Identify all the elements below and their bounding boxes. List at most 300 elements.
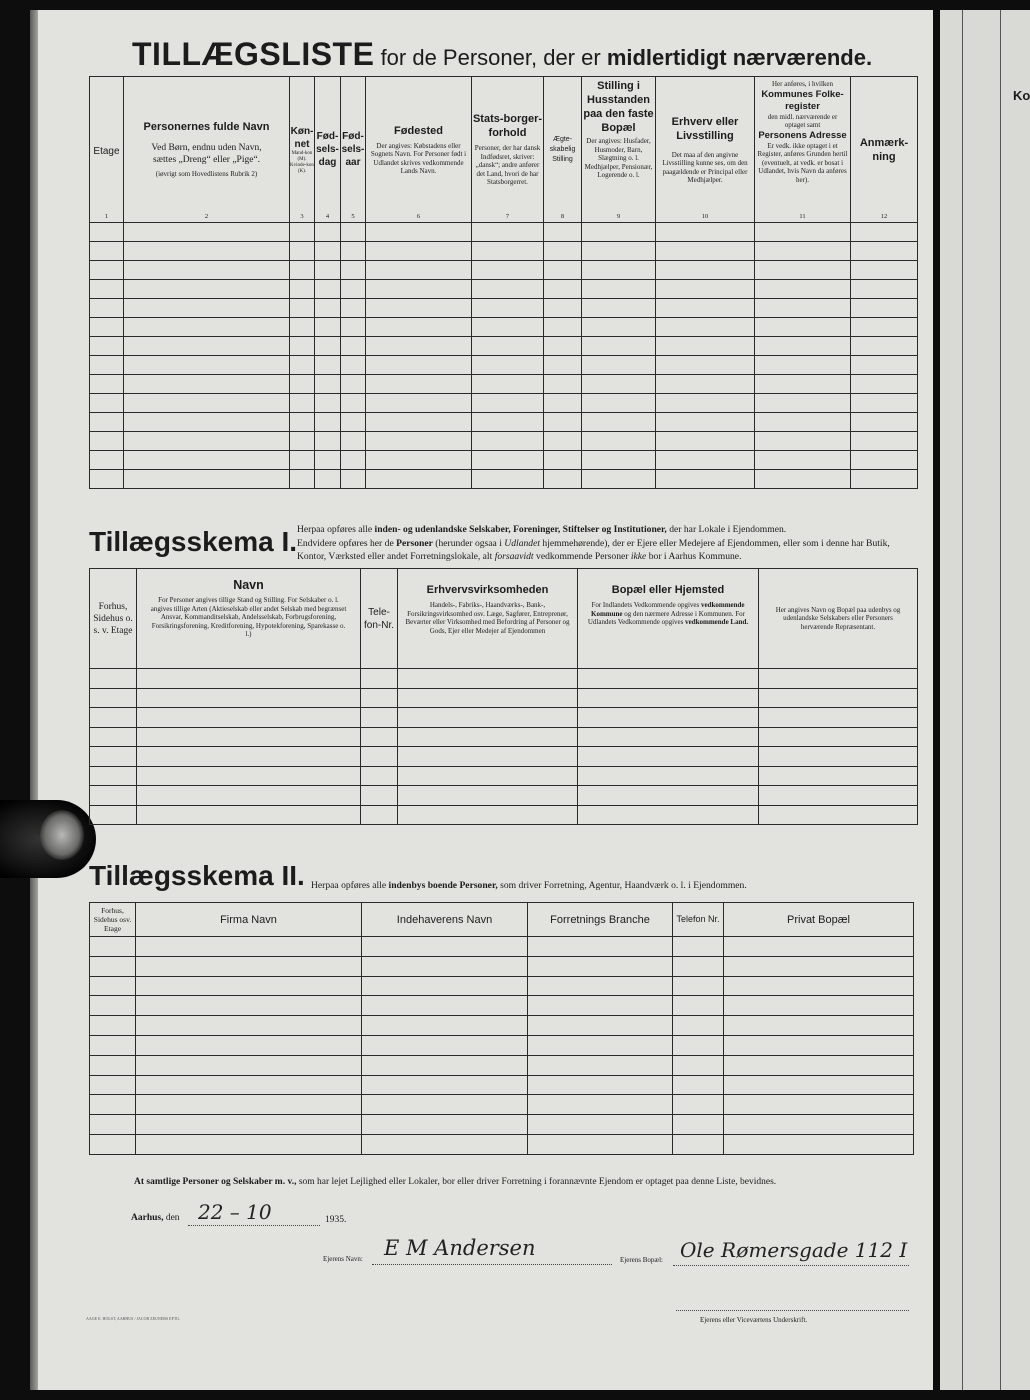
table-cell[interactable] xyxy=(90,708,137,728)
table-cell[interactable] xyxy=(544,356,582,375)
table-cell[interactable] xyxy=(290,261,315,280)
table-cell[interactable] xyxy=(124,337,290,356)
table-cell[interactable] xyxy=(472,223,544,242)
table-cell[interactable] xyxy=(582,242,656,261)
table-row xyxy=(90,1055,914,1075)
table-cell[interactable] xyxy=(673,1016,724,1036)
table-cell[interactable] xyxy=(582,451,656,470)
table-cell[interactable] xyxy=(341,280,366,299)
table-cell[interactable] xyxy=(124,261,290,280)
table-cell[interactable] xyxy=(136,1115,362,1135)
table-cell[interactable] xyxy=(90,375,124,394)
table-cell[interactable] xyxy=(673,996,724,1016)
table-cell[interactable] xyxy=(90,1016,136,1036)
table-cell[interactable] xyxy=(137,669,361,689)
table-cell[interactable] xyxy=(362,1075,528,1095)
table-cell[interactable] xyxy=(362,1095,528,1115)
table-cell[interactable] xyxy=(528,1075,673,1095)
table-cell[interactable] xyxy=(544,470,582,489)
table-cell[interactable] xyxy=(362,1016,528,1036)
table-cell[interactable] xyxy=(582,470,656,489)
table-cell[interactable] xyxy=(472,470,544,489)
table-cell[interactable] xyxy=(472,356,544,375)
table-cell[interactable] xyxy=(578,669,759,689)
table-cell[interactable] xyxy=(361,766,398,786)
table-cell[interactable] xyxy=(90,1095,136,1115)
table-cell[interactable] xyxy=(361,688,398,708)
table-cell[interactable] xyxy=(544,451,582,470)
table-cell[interactable] xyxy=(724,1035,914,1055)
table-cell[interactable] xyxy=(673,937,724,957)
table-cell[interactable] xyxy=(361,708,398,728)
table-row xyxy=(90,688,918,708)
table-cell[interactable] xyxy=(366,280,472,299)
table-cell[interactable] xyxy=(673,1134,724,1154)
table-cell[interactable] xyxy=(528,1134,673,1154)
table-cell[interactable] xyxy=(582,413,656,432)
table-cell[interactable] xyxy=(656,261,755,280)
table-cell[interactable] xyxy=(124,280,290,299)
table-cell[interactable] xyxy=(544,432,582,451)
table-cell[interactable] xyxy=(398,805,578,825)
place-label: Aarhus, den xyxy=(131,1213,180,1223)
table-cell[interactable] xyxy=(341,242,366,261)
table-cell[interactable] xyxy=(90,394,124,413)
table-cell[interactable] xyxy=(90,223,124,242)
table-cell[interactable] xyxy=(724,1075,914,1095)
table-cell[interactable] xyxy=(656,223,755,242)
table-cell[interactable] xyxy=(755,356,851,375)
table-cell[interactable] xyxy=(544,299,582,318)
table-cell[interactable] xyxy=(90,432,124,451)
table-cell[interactable] xyxy=(315,451,341,470)
table-cell[interactable] xyxy=(341,413,366,432)
table-cell[interactable] xyxy=(137,786,361,806)
col-anmaerkning: Anmærk-ning 12 xyxy=(851,77,918,223)
table-cell[interactable] xyxy=(124,356,290,375)
table-cell[interactable] xyxy=(528,1055,673,1075)
table-cell[interactable] xyxy=(366,413,472,432)
table-cell[interactable] xyxy=(90,996,136,1016)
table-cell[interactable] xyxy=(578,747,759,767)
table-cell[interactable] xyxy=(361,669,398,689)
table-cell[interactable] xyxy=(755,375,851,394)
table-cell[interactable] xyxy=(724,1115,914,1135)
table-cell[interactable] xyxy=(759,786,918,806)
table-cell[interactable] xyxy=(90,261,124,280)
table-cell[interactable] xyxy=(544,394,582,413)
table-cell[interactable] xyxy=(290,242,315,261)
table-cell[interactable] xyxy=(544,223,582,242)
table-cell[interactable] xyxy=(673,1115,724,1135)
table-cell[interactable] xyxy=(315,242,341,261)
table-cell[interactable] xyxy=(90,766,137,786)
table-cell[interactable] xyxy=(472,394,544,413)
table-cell[interactable] xyxy=(124,299,290,318)
table-cell[interactable] xyxy=(656,242,755,261)
table-cell[interactable] xyxy=(315,261,341,280)
table-cell[interactable] xyxy=(724,1055,914,1075)
table-cell[interactable] xyxy=(90,413,124,432)
table-cell[interactable] xyxy=(724,1134,914,1154)
table-cell[interactable] xyxy=(724,956,914,976)
table-cell[interactable] xyxy=(851,432,918,451)
table-cell[interactable] xyxy=(755,261,851,280)
table-cell[interactable] xyxy=(290,318,315,337)
table-cell[interactable] xyxy=(362,1035,528,1055)
skema-1-header-row xyxy=(90,569,918,669)
table-cell[interactable] xyxy=(290,299,315,318)
table-cell[interactable] xyxy=(759,727,918,747)
table-cell[interactable] xyxy=(398,727,578,747)
table-cell[interactable] xyxy=(578,727,759,747)
table-cell[interactable] xyxy=(341,451,366,470)
table-cell[interactable] xyxy=(755,299,851,318)
table-cell[interactable] xyxy=(656,356,755,375)
table-cell[interactable] xyxy=(582,261,656,280)
table-cell[interactable] xyxy=(90,1055,136,1075)
table-cell[interactable] xyxy=(366,432,472,451)
table-cell[interactable] xyxy=(315,318,341,337)
table-cell[interactable] xyxy=(124,470,290,489)
table-cell[interactable] xyxy=(90,956,136,976)
table-row xyxy=(90,669,918,689)
table-cell[interactable] xyxy=(366,223,472,242)
table-cell[interactable] xyxy=(290,375,315,394)
table-cell[interactable] xyxy=(724,1016,914,1036)
table-cell[interactable] xyxy=(528,1115,673,1135)
table-cell[interactable] xyxy=(90,747,137,767)
table-cell[interactable] xyxy=(362,937,528,957)
table-cell[interactable] xyxy=(755,470,851,489)
table-cell[interactable] xyxy=(544,337,582,356)
table-cell[interactable] xyxy=(362,976,528,996)
table-cell[interactable] xyxy=(124,223,290,242)
table-cell[interactable] xyxy=(90,1035,136,1055)
table-cell[interactable] xyxy=(290,280,315,299)
col-foedselsdag: Fød-sels-dag 4 xyxy=(315,77,341,223)
col-foedested: Fødested Der angives: Købstadens eller Sognets Navn. For Personer født i Udlandet skrives vedkommende Lands Navn. 6 xyxy=(366,77,472,223)
table-cell[interactable] xyxy=(582,223,656,242)
table-cell[interactable] xyxy=(528,956,673,976)
table-cell[interactable] xyxy=(315,337,341,356)
signature-label: Ejerens eller Viceværtens Underskrift. xyxy=(700,1316,808,1324)
table-cell[interactable] xyxy=(136,1016,362,1036)
table-cell[interactable] xyxy=(341,356,366,375)
table-cell[interactable] xyxy=(90,688,137,708)
table-cell[interactable] xyxy=(361,805,398,825)
table-cell[interactable] xyxy=(90,1115,136,1135)
table-cell[interactable] xyxy=(673,1075,724,1095)
table-cell[interactable] xyxy=(851,451,918,470)
table-cell[interactable] xyxy=(366,337,472,356)
table-cell[interactable] xyxy=(582,337,656,356)
table-cell[interactable] xyxy=(673,1035,724,1055)
table-cell[interactable] xyxy=(362,1134,528,1154)
table-cell[interactable] xyxy=(90,299,124,318)
table-cell[interactable] xyxy=(290,337,315,356)
table-cell[interactable] xyxy=(528,976,673,996)
table-row xyxy=(90,956,914,976)
table-cell[interactable] xyxy=(851,299,918,318)
table-cell[interactable] xyxy=(361,727,398,747)
owner-name-label: Ejerens Navn: xyxy=(323,1255,363,1263)
table-cell[interactable] xyxy=(755,394,851,413)
table-cell[interactable] xyxy=(724,937,914,957)
table-cell[interactable] xyxy=(124,375,290,394)
table-cell[interactable] xyxy=(290,223,315,242)
table-cell[interactable] xyxy=(136,956,362,976)
table-cell[interactable] xyxy=(90,470,124,489)
table-cell[interactable] xyxy=(366,242,472,261)
table-cell[interactable] xyxy=(90,356,124,375)
table-cell[interactable] xyxy=(578,766,759,786)
table-cell[interactable] xyxy=(136,976,362,996)
table-cell[interactable] xyxy=(315,394,341,413)
table-cell[interactable] xyxy=(656,318,755,337)
table-cell[interactable] xyxy=(290,394,315,413)
table-cell[interactable] xyxy=(755,432,851,451)
table-cell[interactable] xyxy=(472,261,544,280)
table-cell[interactable] xyxy=(124,242,290,261)
table-cell[interactable] xyxy=(851,242,918,261)
table-cell[interactable] xyxy=(578,708,759,728)
table-cell[interactable] xyxy=(366,318,472,337)
table-cell[interactable] xyxy=(90,1075,136,1095)
table-cell[interactable] xyxy=(398,669,578,689)
table-cell[interactable] xyxy=(544,375,582,394)
table-cell[interactable] xyxy=(528,1095,673,1115)
table-cell[interactable] xyxy=(137,708,361,728)
table-cell[interactable] xyxy=(90,451,124,470)
table-cell[interactable] xyxy=(528,1035,673,1055)
table-cell[interactable] xyxy=(341,223,366,242)
table-cell[interactable] xyxy=(578,786,759,806)
table-cell[interactable] xyxy=(582,318,656,337)
table-cell[interactable] xyxy=(290,451,315,470)
table-cell[interactable] xyxy=(656,432,755,451)
table-cell[interactable] xyxy=(656,375,755,394)
table-cell[interactable] xyxy=(137,747,361,767)
skema-2-rows xyxy=(90,937,914,1155)
col-privat-bopael: Privat Bopæl xyxy=(724,903,914,937)
table-cell[interactable] xyxy=(315,280,341,299)
table-cell[interactable] xyxy=(759,688,918,708)
table-cell[interactable] xyxy=(398,708,578,728)
table-cell[interactable] xyxy=(656,451,755,470)
table-cell[interactable] xyxy=(472,280,544,299)
table-cell[interactable] xyxy=(755,413,851,432)
table-cell[interactable] xyxy=(341,299,366,318)
table-cell[interactable] xyxy=(582,432,656,451)
table-cell[interactable] xyxy=(851,318,918,337)
table-cell[interactable] xyxy=(124,451,290,470)
table-cell[interactable] xyxy=(366,470,472,489)
table-cell[interactable] xyxy=(544,413,582,432)
table-cell[interactable] xyxy=(759,708,918,728)
table-cell[interactable] xyxy=(472,318,544,337)
table-cell[interactable] xyxy=(366,451,472,470)
table-cell[interactable] xyxy=(366,299,472,318)
table-cell[interactable] xyxy=(472,299,544,318)
table-cell[interactable] xyxy=(544,261,582,280)
table-cell[interactable] xyxy=(544,280,582,299)
table-cell[interactable] xyxy=(398,688,578,708)
table-cell[interactable] xyxy=(851,470,918,489)
table-cell[interactable] xyxy=(315,470,341,489)
table-cell[interactable] xyxy=(90,337,124,356)
table-cell[interactable] xyxy=(656,280,755,299)
table-cell[interactable] xyxy=(315,223,341,242)
table-cell[interactable] xyxy=(90,669,137,689)
table-cell[interactable] xyxy=(361,747,398,767)
table-cell[interactable] xyxy=(673,1095,724,1115)
table-cell[interactable] xyxy=(366,375,472,394)
table-cell[interactable] xyxy=(90,937,136,957)
table-cell[interactable] xyxy=(137,727,361,747)
table-cell[interactable] xyxy=(341,318,366,337)
table-cell[interactable] xyxy=(90,1134,136,1154)
table-cell[interactable] xyxy=(472,375,544,394)
table-cell[interactable] xyxy=(851,261,918,280)
table-cell[interactable] xyxy=(124,432,290,451)
table-cell[interactable] xyxy=(673,1055,724,1075)
table-cell[interactable] xyxy=(90,786,137,806)
table-cell[interactable] xyxy=(136,1095,362,1115)
table-cell[interactable] xyxy=(341,470,366,489)
table-cell[interactable] xyxy=(124,394,290,413)
table-cell[interactable] xyxy=(90,318,124,337)
table-cell[interactable] xyxy=(851,280,918,299)
table-cell[interactable] xyxy=(755,223,851,242)
table-cell[interactable] xyxy=(290,413,315,432)
col-koennet: Køn-net Mand-kon (M). Kvinde-kon (K). 3 xyxy=(290,77,315,223)
table-cell[interactable] xyxy=(851,337,918,356)
table-cell[interactable] xyxy=(362,1055,528,1075)
table-cell[interactable] xyxy=(136,1075,362,1095)
table-cell[interactable] xyxy=(528,1016,673,1036)
table-cell[interactable] xyxy=(851,356,918,375)
table-cell[interactable] xyxy=(578,805,759,825)
table-cell[interactable] xyxy=(290,470,315,489)
table-cell[interactable] xyxy=(90,805,137,825)
table-cell[interactable] xyxy=(656,337,755,356)
table-cell[interactable] xyxy=(90,242,124,261)
table-cell[interactable] xyxy=(136,937,362,957)
table-cell[interactable] xyxy=(528,996,673,1016)
table-cell[interactable] xyxy=(673,976,724,996)
table-cell[interactable] xyxy=(755,451,851,470)
table-cell[interactable] xyxy=(673,956,724,976)
table-cell[interactable] xyxy=(136,996,362,1016)
table-cell[interactable] xyxy=(290,356,315,375)
table-cell[interactable] xyxy=(315,356,341,375)
table-cell[interactable] xyxy=(582,356,656,375)
year: 1935. xyxy=(325,1215,347,1225)
table-cell[interactable] xyxy=(656,299,755,318)
table-cell[interactable] xyxy=(315,413,341,432)
table-cell[interactable] xyxy=(341,375,366,394)
table-cell[interactable] xyxy=(656,470,755,489)
table-cell[interactable] xyxy=(472,242,544,261)
table-cell[interactable] xyxy=(755,318,851,337)
table-cell[interactable] xyxy=(472,337,544,356)
table-cell[interactable] xyxy=(366,356,472,375)
table-cell[interactable] xyxy=(341,394,366,413)
table-cell[interactable] xyxy=(315,432,341,451)
table-cell[interactable] xyxy=(398,786,578,806)
table-cell[interactable] xyxy=(755,337,851,356)
table-cell[interactable] xyxy=(582,299,656,318)
table-cell[interactable] xyxy=(851,413,918,432)
table-cell[interactable] xyxy=(124,318,290,337)
table-cell[interactable] xyxy=(90,280,124,299)
table-cell[interactable] xyxy=(136,1055,362,1075)
table-cell[interactable] xyxy=(398,766,578,786)
table-cell[interactable] xyxy=(136,1134,362,1154)
table-cell[interactable] xyxy=(362,1115,528,1135)
table-cell[interactable] xyxy=(851,394,918,413)
table-cell[interactable] xyxy=(341,261,366,280)
table-cell[interactable] xyxy=(136,1035,362,1055)
table-cell[interactable] xyxy=(137,688,361,708)
table-cell[interactable] xyxy=(851,375,918,394)
skema-1-rows xyxy=(90,669,918,825)
table-cell[interactable] xyxy=(759,766,918,786)
table-cell[interactable] xyxy=(851,223,918,242)
table-cell[interactable] xyxy=(544,242,582,261)
table-row xyxy=(90,223,918,242)
table-cell[interactable] xyxy=(656,394,755,413)
table-cell[interactable] xyxy=(137,766,361,786)
table-cell[interactable] xyxy=(315,375,341,394)
table-cell[interactable] xyxy=(341,337,366,356)
table-cell[interactable] xyxy=(755,242,851,261)
table-cell[interactable] xyxy=(759,747,918,767)
table-cell[interactable] xyxy=(362,956,528,976)
table-cell[interactable] xyxy=(656,413,755,432)
col-firma-navn: Firma Navn xyxy=(136,903,362,937)
table-cell[interactable] xyxy=(544,318,582,337)
table-cell[interactable] xyxy=(315,299,341,318)
table-cell[interactable] xyxy=(290,432,315,451)
table-cell[interactable] xyxy=(124,413,290,432)
table-cell[interactable] xyxy=(366,394,472,413)
table-cell[interactable] xyxy=(724,1095,914,1115)
table-cell[interactable] xyxy=(90,727,137,747)
table-cell[interactable] xyxy=(137,805,361,825)
table-cell[interactable] xyxy=(361,786,398,806)
table-cell[interactable] xyxy=(755,280,851,299)
table-cell[interactable] xyxy=(472,432,544,451)
table-cell[interactable] xyxy=(362,996,528,1016)
table-cell[interactable] xyxy=(472,413,544,432)
table-cell[interactable] xyxy=(582,280,656,299)
table-cell[interactable] xyxy=(341,432,366,451)
table-cell[interactable] xyxy=(578,688,759,708)
table-cell[interactable] xyxy=(582,394,656,413)
table-cell[interactable] xyxy=(366,261,472,280)
table-cell[interactable] xyxy=(528,937,673,957)
table-cell[interactable] xyxy=(724,996,914,1016)
table-cell[interactable] xyxy=(759,805,918,825)
table-cell[interactable] xyxy=(472,451,544,470)
table-cell[interactable] xyxy=(759,669,918,689)
table-cell[interactable] xyxy=(724,976,914,996)
table-cell[interactable] xyxy=(90,976,136,996)
table-cell[interactable] xyxy=(582,375,656,394)
table-cell[interactable] xyxy=(398,747,578,767)
